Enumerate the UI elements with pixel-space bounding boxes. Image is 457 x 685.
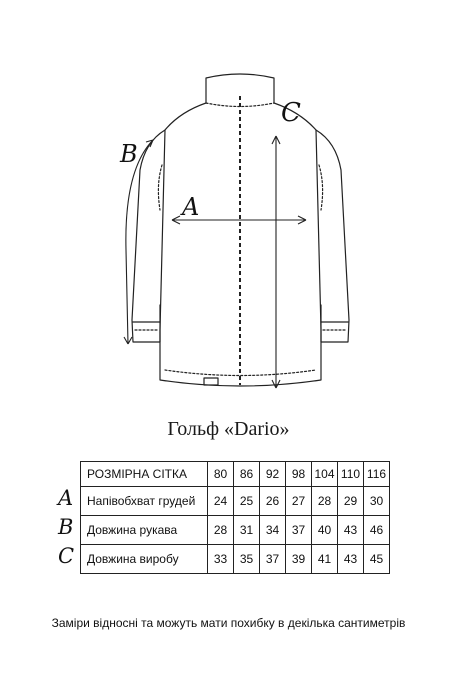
table-row <box>81 487 390 516</box>
value-cell: 40 <box>312 516 338 545</box>
value-cell: 37 <box>286 516 312 545</box>
label-tag <box>204 378 218 385</box>
row-marker-b: B <box>58 515 74 539</box>
size-header-row <box>81 462 390 487</box>
value-cell: 31 <box>234 516 260 545</box>
value-cell: 28 <box>208 516 234 545</box>
value-cell: 24 <box>208 487 234 516</box>
row-label: Довжина виробу <box>81 545 208 574</box>
product-title: Гольф «Dario» <box>167 418 290 440</box>
row-marker-c: C <box>58 544 75 568</box>
size-cell: 80 <box>208 462 234 487</box>
row-label: Довжина рукава <box>81 516 208 545</box>
marker-b: B <box>120 140 138 168</box>
table-row <box>81 516 390 545</box>
value-cell: 46 <box>364 516 390 545</box>
value-cell: 41 <box>312 545 338 574</box>
size-cell: 104 <box>312 462 338 487</box>
marker-a: A <box>182 193 200 221</box>
size-cell: 92 <box>260 462 286 487</box>
size-cell: 98 <box>286 462 312 487</box>
value-cell: 29 <box>338 487 364 516</box>
row-marker-a: A <box>58 486 74 510</box>
table-row <box>81 545 390 574</box>
size-header-label: РОЗМІРНА СІТКА <box>81 462 208 487</box>
value-cell: 34 <box>260 516 286 545</box>
size-cell: 110 <box>338 462 364 487</box>
value-cell: 45 <box>364 545 390 574</box>
value-cell: 43 <box>338 545 364 574</box>
disclaimer-note: Заміри відносні та можуть мати похибку в декілька сантиметрів <box>51 616 406 630</box>
size-cell: 86 <box>234 462 260 487</box>
row-label: Напівобхват грудей <box>81 487 208 516</box>
value-cell: 28 <box>312 487 338 516</box>
value-cell: 33 <box>208 545 234 574</box>
size-chart-table <box>80 461 390 574</box>
value-cell: 25 <box>234 487 260 516</box>
value-cell: 43 <box>338 516 364 545</box>
right-sleeve-outline <box>316 130 349 342</box>
value-cell: 30 <box>364 487 390 516</box>
value-cell: 26 <box>260 487 286 516</box>
value-cell: 39 <box>286 545 312 574</box>
value-cell: 37 <box>260 545 286 574</box>
value-cell: 35 <box>234 545 260 574</box>
value-cell: 27 <box>286 487 312 516</box>
marker-c: C <box>281 98 301 128</box>
size-cell: 116 <box>364 462 390 487</box>
